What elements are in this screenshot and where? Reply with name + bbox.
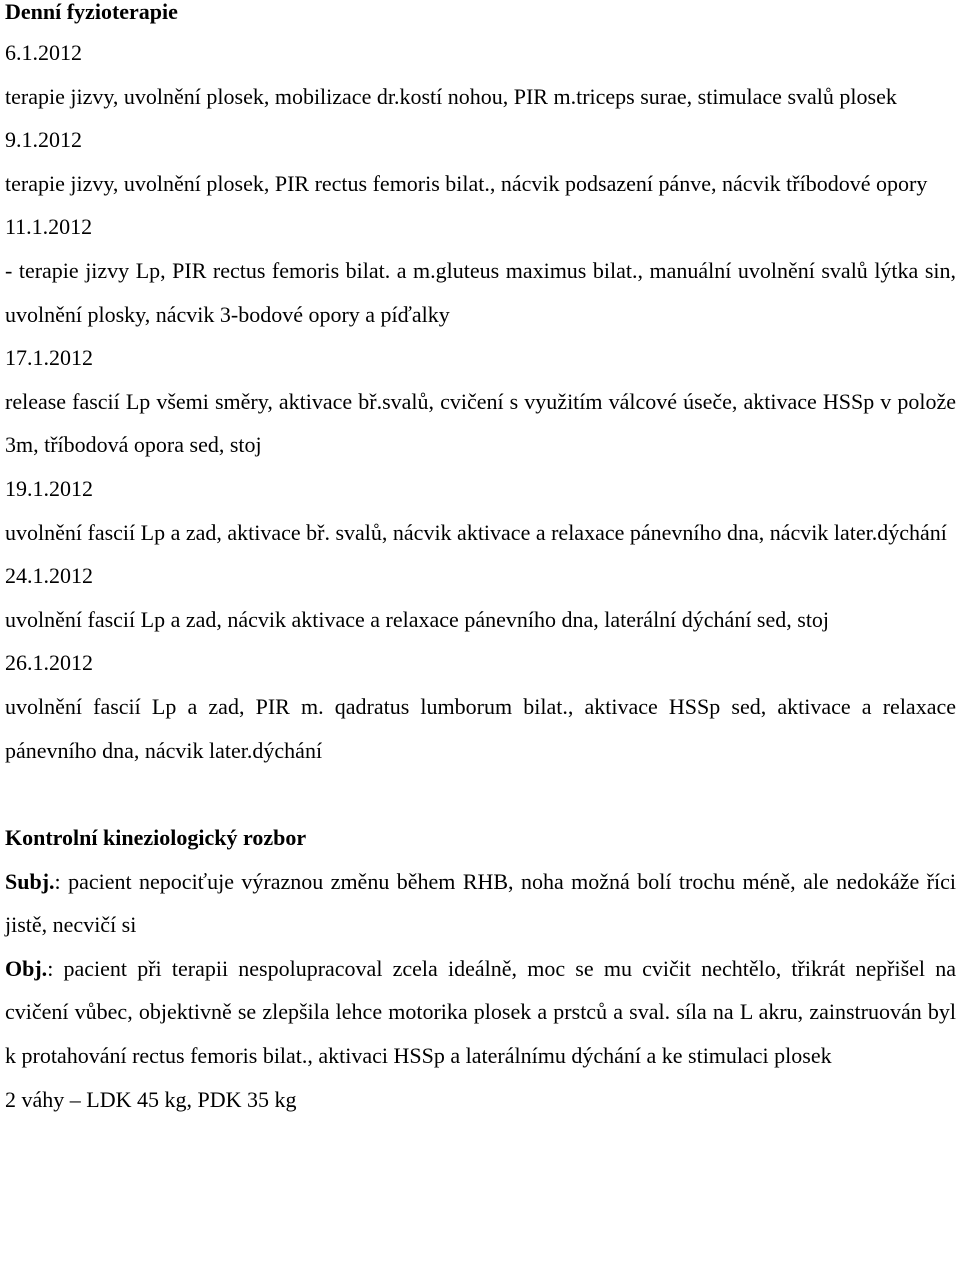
entry-text: - terapie jizvy Lp, PIR rectus femoris bilat. a m.gluteus maximus bilat., manuální uvolnění svalů lýtka sin, uvolnění plosky, nácvik 3-bodové opory a píďalky: [5, 257, 956, 327]
objective-text: : pacient při terapii nespolupracoval zcela ideálně, moc se mu cvičit nechtělo, třikrát nepřišel na cvičení vůbec, objektivně se zlepšila lehce motorika plosek a prstců a sval. síla na L akru, zainstruován byl k protahování rectus femoris bilat., aktivaci HSSp a laterálnímu dýchání a ke stimulaci plosek: [5, 955, 956, 1069]
subjective-label: Subj.: [5, 868, 55, 894]
entry-text: uvolnění fascií Lp a zad, nácvik aktivace a relaxace pánevního dna, laterální dýchání sed, stoj: [5, 606, 830, 632]
entry-date: 26.1.2012: [5, 650, 93, 676]
entry-date: 19.1.2012: [5, 475, 93, 501]
entry-text: terapie jizvy, uvolnění plosek, mobilizace dr.kostí nohou, PIR m.triceps surae, stimulace svalů plosek: [5, 83, 897, 109]
therapy-entry: [5, 205, 956, 336]
entry-text: terapie jizvy, uvolnění plosek, PIR rectus femoris bilat., nácvik podsazení pánve, nácvik tříbodové opory: [5, 170, 928, 196]
therapy-entry: [5, 31, 956, 118]
page-title: Denní fyzioterapie: [5, 0, 178, 24]
entry-date: 17.1.2012: [5, 345, 93, 371]
entry-date: 11.1.2012: [5, 214, 93, 240]
entry-text: uvolnění fascií Lp a zad, PIR m. qadratus lumborum bilat., aktivace HSSp sed, aktivace a relaxace pánevního dna, nácvik later.dýchání: [5, 693, 956, 763]
section-title: Kontrolní kineziologický rozbor: [5, 825, 307, 851]
therapy-entry: [5, 554, 956, 641]
therapy-entry: [5, 641, 956, 772]
entry-text: release fascií Lp všemi směry, aktivace bř.svalů, cvičení s využitím válcové úseče, aktivace HSSp v polože 3m, tříbodová opora sed, stoj: [5, 388, 956, 458]
therapy-entry: [5, 467, 956, 554]
subjective-text: : pacient nepociťuje výraznou změnu během RHB, noha možná bolí trochu méně, ale nedokáže říci jistě, necvičí si: [5, 868, 956, 938]
entry-text: uvolnění fascií Lp a zad, aktivace bř. svalů, nácvik aktivace a relaxace pánevního dna, nácvik later.dýchání: [5, 519, 947, 545]
entry-date: 24.1.2012: [5, 563, 93, 589]
spacer: [5, 772, 956, 816]
entry-date: 6.1.2012: [5, 40, 82, 65]
subjective-paragraph: [5, 860, 956, 947]
objective-paragraph: [5, 947, 956, 1078]
objective-label: Obj.: [5, 955, 48, 981]
entry-date: 9.1.2012: [5, 127, 82, 153]
weights-line: 2 váhy – LDK 45 kg, PDK 35 kg: [5, 1086, 297, 1112]
therapy-entry: [5, 118, 956, 205]
therapy-entry: [5, 336, 956, 467]
